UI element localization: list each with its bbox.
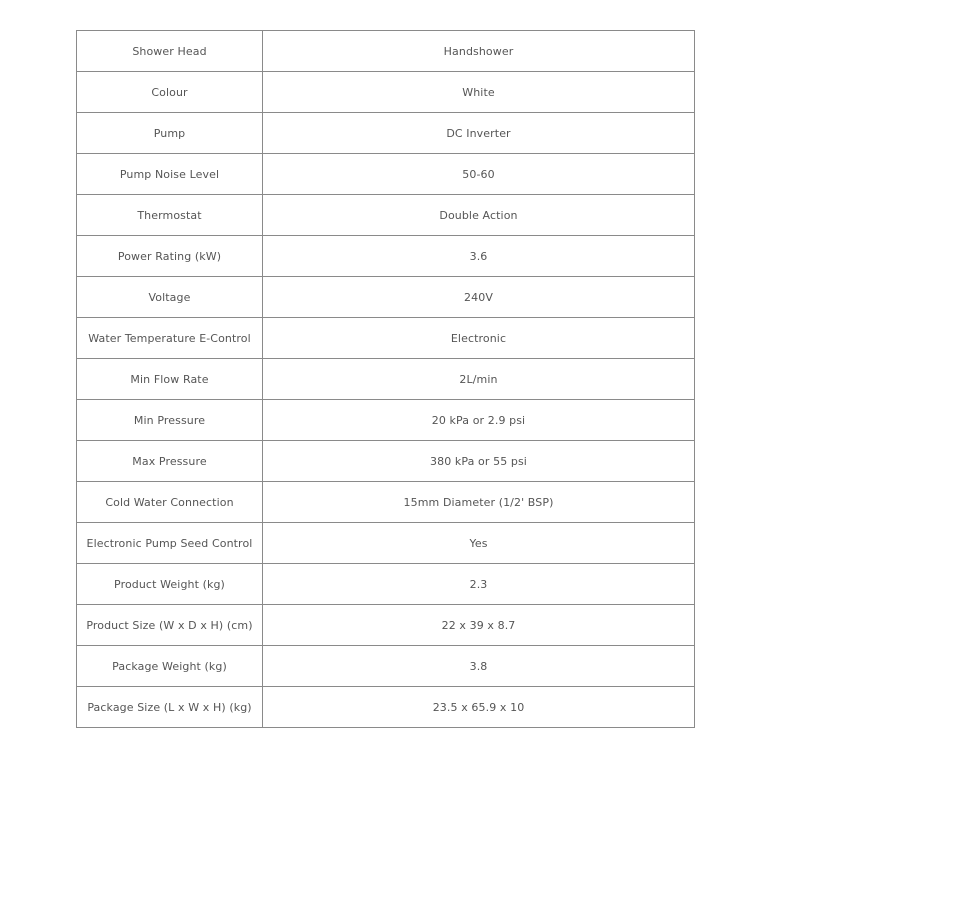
spec-label: Package Weight (kg)	[77, 646, 263, 687]
spec-row	[77, 31, 695, 72]
spec-label: Product Size (W x D x H) (cm)	[77, 605, 263, 646]
spec-table-body	[77, 31, 695, 728]
spec-value: Handshower	[263, 31, 695, 72]
spec-value: 2L/min	[263, 359, 695, 400]
spec-label: Min Pressure	[77, 400, 263, 441]
spec-row	[77, 400, 695, 441]
spec-row	[77, 482, 695, 523]
spec-value: 20 kPa or 2.9 psi	[263, 400, 695, 441]
spec-row	[77, 72, 695, 113]
spec-row	[77, 318, 695, 359]
spec-row	[77, 523, 695, 564]
spec-label: Package Size (L x W x H) (kg)	[77, 687, 263, 728]
spec-value: 380 kPa or 55 psi	[263, 441, 695, 482]
spec-row	[77, 564, 695, 605]
spec-row	[77, 113, 695, 154]
spec-label: Max Pressure	[77, 441, 263, 482]
spec-value: White	[263, 72, 695, 113]
spec-label: Water Temperature E-Control	[77, 318, 263, 359]
spec-label: Cold Water Connection	[77, 482, 263, 523]
spec-row	[77, 605, 695, 646]
spec-value: 3.6	[263, 236, 695, 277]
spec-value: 240V	[263, 277, 695, 318]
spec-row	[77, 277, 695, 318]
spec-value: 22 x 39 x 8.7	[263, 605, 695, 646]
spec-label: Shower Head	[77, 31, 263, 72]
spec-value: DC Inverter	[263, 113, 695, 154]
spec-row	[77, 195, 695, 236]
spec-row	[77, 236, 695, 277]
spec-value: 50-60	[263, 154, 695, 195]
spec-label: Min Flow Rate	[77, 359, 263, 400]
spec-label: Product Weight (kg)	[77, 564, 263, 605]
spec-label: Voltage	[77, 277, 263, 318]
spec-row	[77, 687, 695, 728]
spec-value: 2.3	[263, 564, 695, 605]
spec-label: Pump Noise Level	[77, 154, 263, 195]
spec-row	[77, 646, 695, 687]
spec-value: Yes	[263, 523, 695, 564]
spec-label: Power Rating (kW)	[77, 236, 263, 277]
spec-row	[77, 154, 695, 195]
spec-row	[77, 441, 695, 482]
spec-value: 23.5 x 65.9 x 10	[263, 687, 695, 728]
spec-value: 15mm Diameter (1/2' BSP)	[263, 482, 695, 523]
spec-value: Electronic	[263, 318, 695, 359]
spec-value: Double Action	[263, 195, 695, 236]
spec-label: Pump	[77, 113, 263, 154]
spec-table	[76, 30, 695, 728]
spec-label: Electronic Pump Seed Control	[77, 523, 263, 564]
spec-value: 3.8	[263, 646, 695, 687]
spec-label: Colour	[77, 72, 263, 113]
spec-label: Thermostat	[77, 195, 263, 236]
spec-row	[77, 359, 695, 400]
